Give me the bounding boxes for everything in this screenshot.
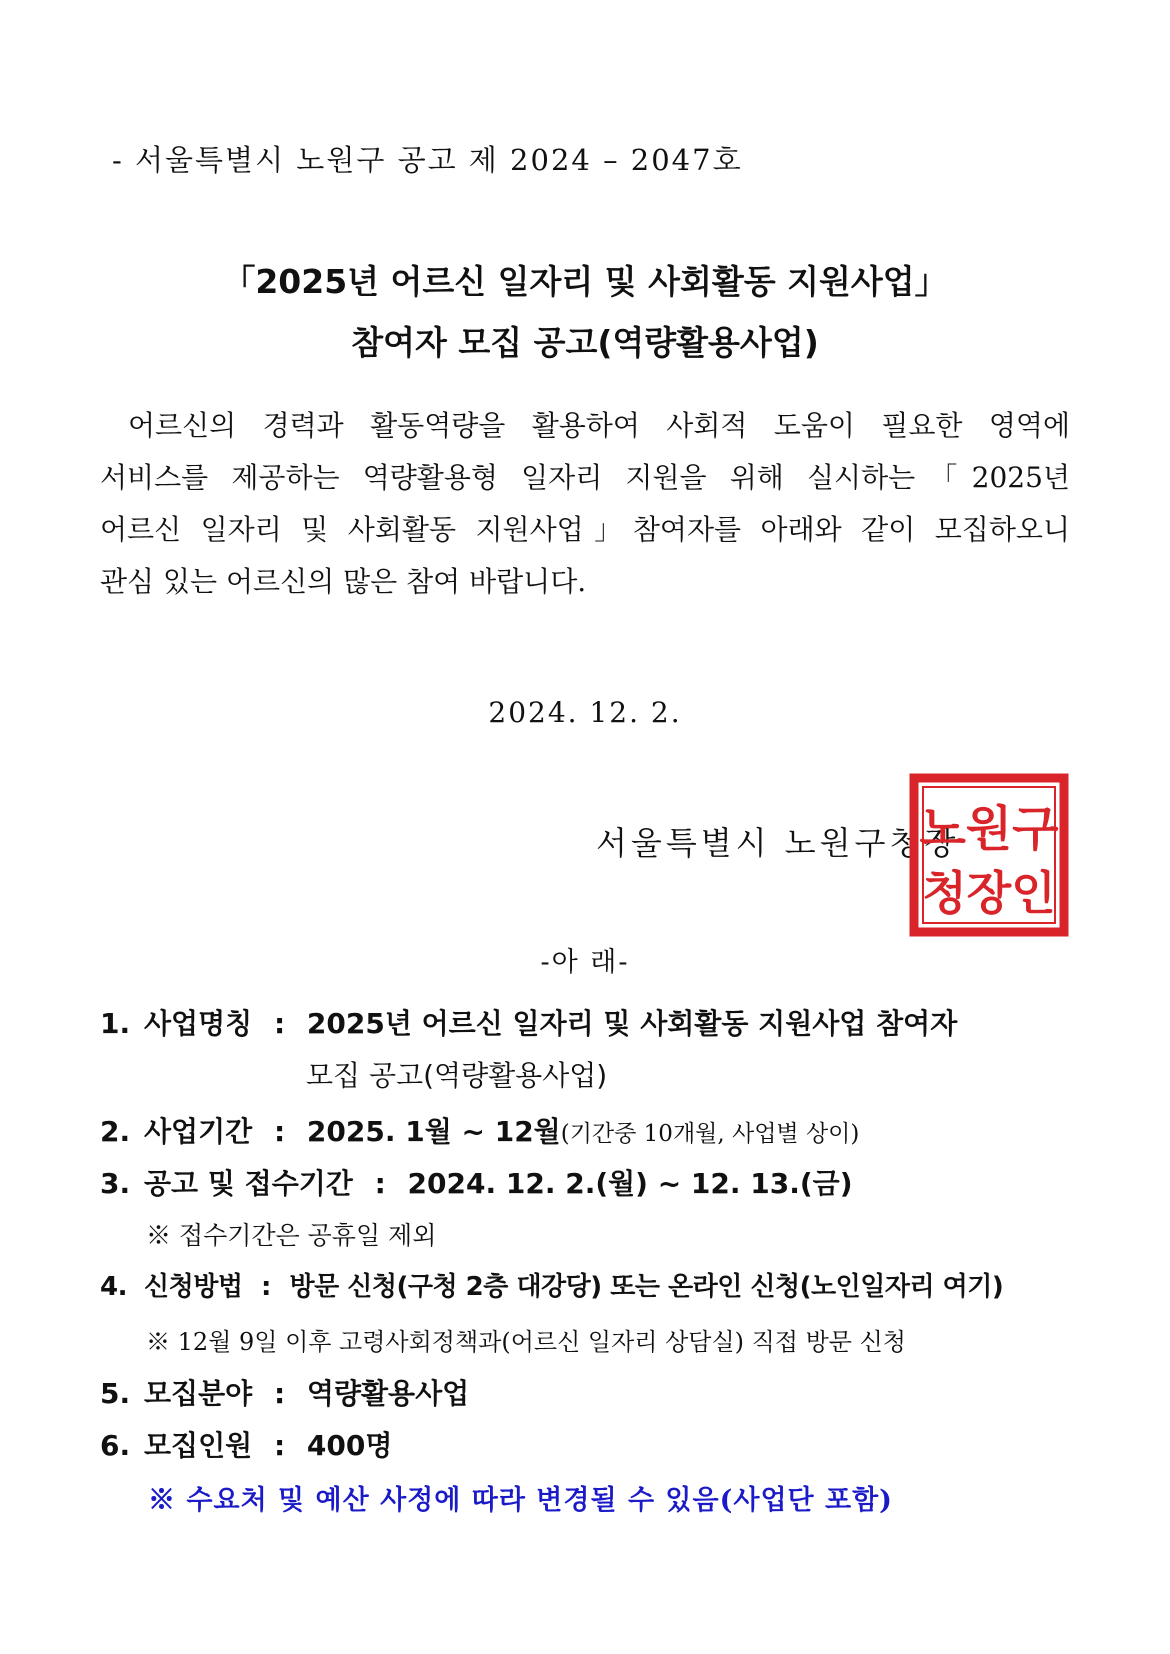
item-value: 역량활용사업 [306,1377,470,1410]
item-label: 모집분야 [144,1377,253,1410]
item-6 [100,1424,392,1464]
item-number: 6. [100,1429,131,1462]
item-number: 3. [100,1167,131,1200]
details-heading: -아 래- [540,947,630,978]
item-label: 사업명칭 [144,1007,253,1040]
item-separator: : [273,1377,286,1410]
item-separator: : [273,1007,286,1040]
intro-line-1: 어르신의 경력과 활동역량을 활용하여 사회적 도움이 필요한 영역에 [128,409,1070,442]
item-2 [100,1110,859,1150]
item-value: 방문 신청(구청 2층 대강당) 또는 온라인 신청(노인일자리 여기) [289,1272,1004,1302]
item-3-sub-note: ※ 접수기간은 공휴일 제외 [146,1221,437,1250]
official-seal [909,773,1069,937]
item-label: 신청방법 [144,1272,243,1302]
item-value: 400명 [306,1429,393,1462]
item-value: 2024. 12. 2.(월) ~ 12. 13.(금) [407,1167,853,1200]
intro-line-4: 관심 있는 어르신의 많은 참여 바랍니다. [100,565,587,598]
item-separator: : [261,1272,271,1302]
item-number: 1. [100,1007,131,1040]
item-4-sub-note: ※ 12월 9일 이후 고령사회정책과(어르신 일자리 상담실) 직접 방문 신청 [146,1328,906,1356]
item-separator: : [374,1167,386,1200]
issuer-name: 서울특별시 노원구청장 [596,824,960,862]
item-5 [100,1372,469,1412]
notice-number: - 서울특별시 노원구 공고 제 2024 – 2047호 [112,143,743,177]
intro-line-2: 서비스를 제공하는 역량활용형 일자리 지원을 위해 실시하는「2025년 [100,461,1070,494]
item-note: (기간중 10개월, 사업별 상이) [560,1121,860,1147]
item-separator: : [273,1115,286,1148]
item-label: 사업기간 [144,1115,253,1148]
title-line-2: 참여자 모집 공고(역량활용사업) [351,323,819,362]
item-number: 2. [100,1115,131,1148]
item-value: 2025년 어르신 일자리 및 사회활동 지원사업 참여자 [306,1007,958,1040]
intro-line-3: 어르신 일자리 및 사회활동 지원사업」참여자를 아래와 같이 모집하오니 [100,513,1070,546]
seal-bottom-text: 청장인 [922,866,1056,920]
item-number: 4. [100,1272,127,1302]
notice-date: 2024. 12. 2. [488,696,682,729]
item-1-continuation: 모집 공고(역량활용사업) [306,1059,608,1092]
change-warning: ※ 수요처 및 예산 사정에 따라 변경될 수 있음(사업단 포함) [148,1485,893,1516]
item-label: 모집인원 [144,1429,253,1462]
item-3 [100,1162,853,1202]
title-line-1: 「2025년 어르신 일자리 및 사회활동 지원사업」 [222,262,948,301]
item-label: 공고 및 접수기간 [144,1167,353,1200]
item-1 [100,1002,957,1042]
item-value: 2025. 1월 ~ 12월 [306,1115,561,1148]
item-4 [100,1266,1003,1303]
seal-top-text: 노원구 [919,801,1059,857]
item-number: 5. [100,1377,131,1410]
item-separator: : [273,1429,286,1462]
